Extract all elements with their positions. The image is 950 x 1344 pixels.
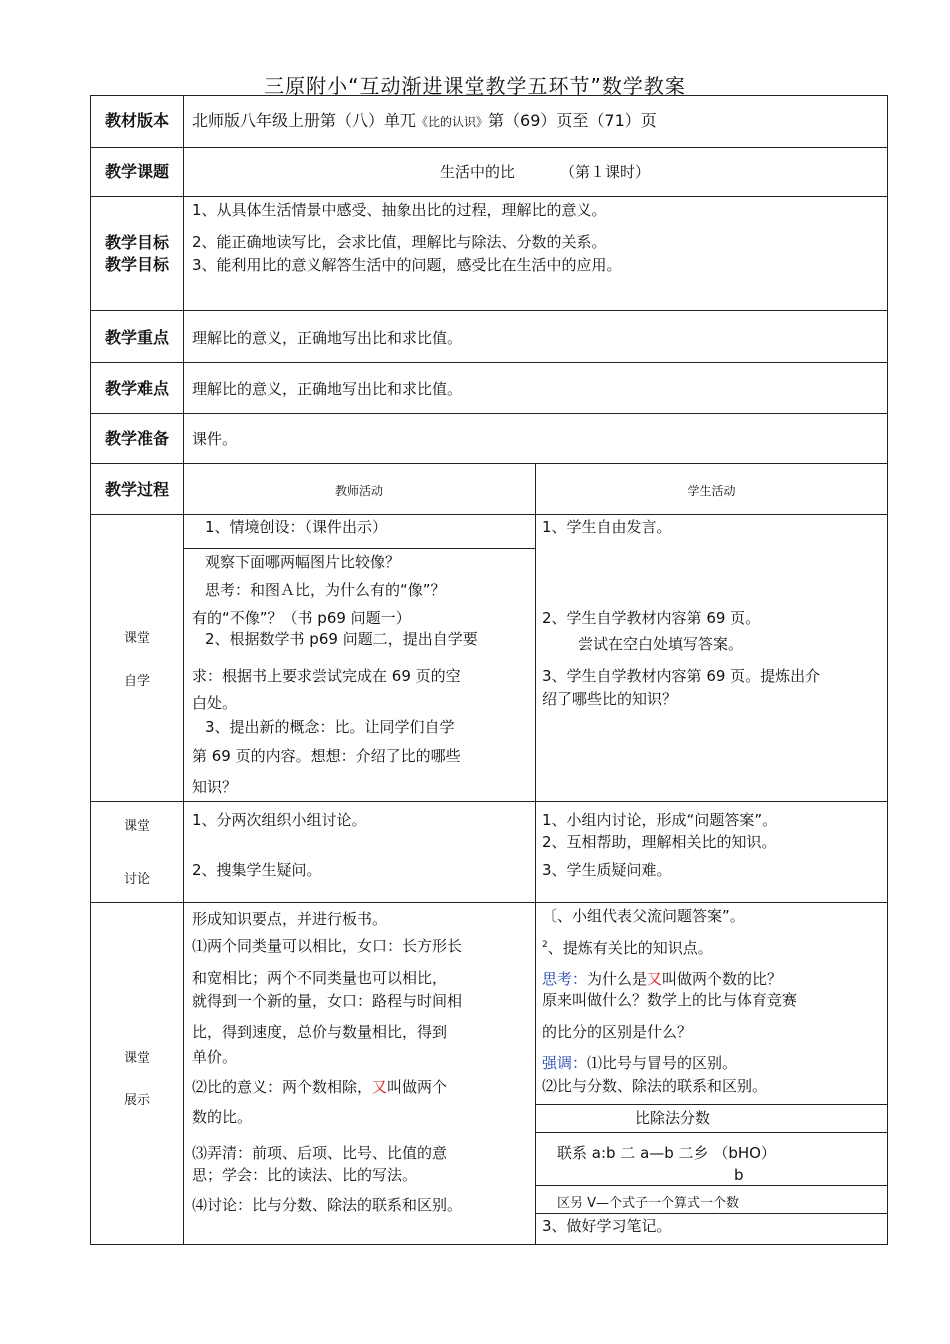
- goals-label-2: 教学目标: [104, 255, 169, 274]
- student-step: 尝试在空白处填写答案。: [578, 635, 744, 653]
- student-step: 1、学生自由发言。: [542, 518, 672, 536]
- row-divider: [90, 463, 888, 464]
- student-step: 2、学生自学教材内容第 69 页。: [542, 609, 761, 627]
- textbook-value: [192, 110, 657, 133]
- student-emphasis: [542, 1052, 737, 1074]
- self-study-label-2: 自学: [123, 674, 150, 689]
- meaning-text-end: 叫做两个: [387, 1078, 448, 1096]
- teacher-step: 白处。: [192, 694, 238, 712]
- meaning-highlight: 又: [372, 1078, 388, 1096]
- emphasis-text: ⑴比号与冒号的区别。: [587, 1054, 738, 1072]
- compare-header: 比除法分数: [635, 1109, 711, 1127]
- teacher-step: 2、根据数学书 p69 问题二，提出自学要: [205, 630, 478, 648]
- teacher-step: 单价。: [192, 1048, 238, 1066]
- teacher-step: 1、分两次组织小组讨论。: [192, 811, 367, 829]
- student-step: 的比分的区别是什么？: [542, 1023, 693, 1041]
- discussion-label-2: 讨论: [123, 872, 150, 887]
- student-think: [542, 968, 782, 990]
- key-label: 教学重点: [104, 328, 169, 347]
- emphasis-label: 强调：: [542, 1054, 588, 1072]
- difficult-value: 理解比的意义，正确地写出比和求比值。: [192, 380, 463, 398]
- teacher-step: 有的“不像”？（书 p69 问题一）: [192, 609, 411, 627]
- compare-link: 联系 a:b 二 a—b 二乡 （bHO）: [557, 1144, 776, 1162]
- difficult-label: 教学难点: [104, 379, 169, 398]
- teacher-step: 第 69 页的内容。想想：介绍了比的哪些: [192, 747, 461, 765]
- page-title: 三原附小“互动渐进课堂教学五环节”数学教案: [264, 74, 686, 98]
- textbook-label: 教材版本: [104, 111, 169, 130]
- superscript-number: 2: [542, 940, 548, 950]
- prep-label: 教学准备: [104, 429, 169, 448]
- teacher-step: 2、搜集学生疑问。: [192, 861, 322, 879]
- textbook-book: 《比的认识》: [416, 115, 489, 129]
- process-label: 教学过程: [104, 480, 169, 499]
- teacher-step: 3、提出新的概念：比。让同学们自学: [205, 718, 455, 736]
- goal-item: 3、能利用比的意义解答生活中的问题，感受比在生活中的应用。: [192, 256, 622, 274]
- goal-item: 2、能正确地读写比，会求比值，理解比与除法、分数的关系。: [192, 233, 607, 251]
- topic-lesson: （第１课时）: [560, 163, 651, 181]
- student-step: 3、做好学习笔记。: [542, 1217, 672, 1235]
- teacher-step: 就得到一个新的量，女口：路程与时间相: [192, 992, 463, 1010]
- think-label: 思考：: [542, 970, 588, 988]
- textbook-grade: 北师版八年级上册第（八）单兀: [192, 111, 417, 130]
- think-text-end: 叫做两个数的比？: [662, 970, 783, 988]
- teacher-step: 思考：和图Ａ比，为什么有的“像”？: [205, 581, 446, 599]
- textbook-pages: 第（69）页至（71）页: [488, 111, 657, 130]
- show-label-2: 展示: [123, 1093, 150, 1108]
- student-step: 3、学生质疑问难。: [542, 861, 672, 879]
- row-divider: [90, 147, 888, 148]
- row-divider: [90, 902, 888, 903]
- discussion-label: 课堂: [123, 819, 150, 834]
- teacher-activity-header: 教师活动: [334, 484, 383, 498]
- student-step: [542, 934, 713, 959]
- think-text: 为什么是: [587, 970, 648, 988]
- student-step: 3、学生自学教材内容第 69 页。提炼出介: [542, 667, 821, 685]
- teacher-step: 求：根据书上要求尝试完成在 69 页的空: [192, 667, 461, 685]
- row-divider: [90, 310, 888, 311]
- teacher-step: 比，得到速度，总价与数量相比，得到: [192, 1023, 448, 1041]
- cell-divider: [535, 1132, 888, 1133]
- teacher-step: ⑷讨论：比与分数、除法的联系和区别。: [192, 1196, 463, 1214]
- student-step: 2、互相帮助，理解相关比的知识。: [542, 833, 777, 851]
- meaning-text: ⑵比的意义：两个数相除，: [192, 1078, 373, 1096]
- student-step: 1、小组内讨论，形成“问题答案”。: [542, 811, 778, 829]
- row-divider: [90, 413, 888, 414]
- row-divider: [90, 362, 888, 363]
- topic-value: 生活中的比: [440, 163, 516, 181]
- column-divider: [183, 95, 184, 1245]
- student-step: ⑵比与分数、除法的联系和区别。: [542, 1077, 768, 1095]
- cell-divider: [535, 1185, 888, 1186]
- teacher-step: 和宽相比；两个不同类量也可以相比，: [192, 969, 448, 987]
- teacher-meaning: [192, 1076, 447, 1098]
- teacher-step: 思；学会：比的读法、比的写法。: [192, 1166, 418, 1184]
- cell-divider: [183, 548, 535, 549]
- think-highlight: 又: [647, 970, 663, 988]
- teacher-step: 1、情境创设：（课件出示）: [205, 518, 388, 536]
- row-divider: [90, 514, 888, 515]
- compare-link-denominator: b: [734, 1166, 744, 1184]
- row-divider: [90, 196, 888, 197]
- teacher-step: ⑶弄清：前项、后项、比号、比值的意: [192, 1144, 448, 1162]
- show-label: 课堂: [123, 1051, 150, 1066]
- student-step: 〔、小组代表父流问题答案”。: [542, 907, 745, 925]
- column-divider: [535, 463, 536, 1245]
- teacher-step: 形成知识要点，并进行板书。: [192, 910, 388, 928]
- compare-diff: 区另 V—个式子一个算式一个数: [557, 1196, 740, 1211]
- goals-label: 教学目标: [104, 233, 169, 252]
- teacher-step: 数的比。: [192, 1108, 253, 1126]
- key-value: 理解比的意义，正确地写出比和求比值。: [192, 329, 463, 347]
- teacher-step: 知识？: [192, 778, 238, 796]
- row-divider: [90, 801, 888, 802]
- goal-item: 1、从具体生活情景中感受、抽象出比的过程，理解比的意义。: [192, 201, 607, 219]
- student-activity-header: 学生活动: [687, 484, 736, 498]
- topic-label: 教学课题: [104, 162, 169, 181]
- cell-divider: [535, 1104, 888, 1105]
- student-step-text: 、提炼有关比的知识点。: [547, 939, 713, 957]
- teacher-step: ⑴两个同类量可以相比，女口：长方形长: [192, 937, 463, 955]
- student-step: 绍了哪些比的知识？: [542, 690, 678, 708]
- teacher-step: 观察下面哪两幅图片比较像？: [205, 553, 401, 571]
- student-step: 原来叫做什么？数学上的比与体育竞赛: [542, 991, 798, 1009]
- prep-value: 课件。: [192, 430, 238, 448]
- self-study-label: 课堂: [123, 631, 150, 646]
